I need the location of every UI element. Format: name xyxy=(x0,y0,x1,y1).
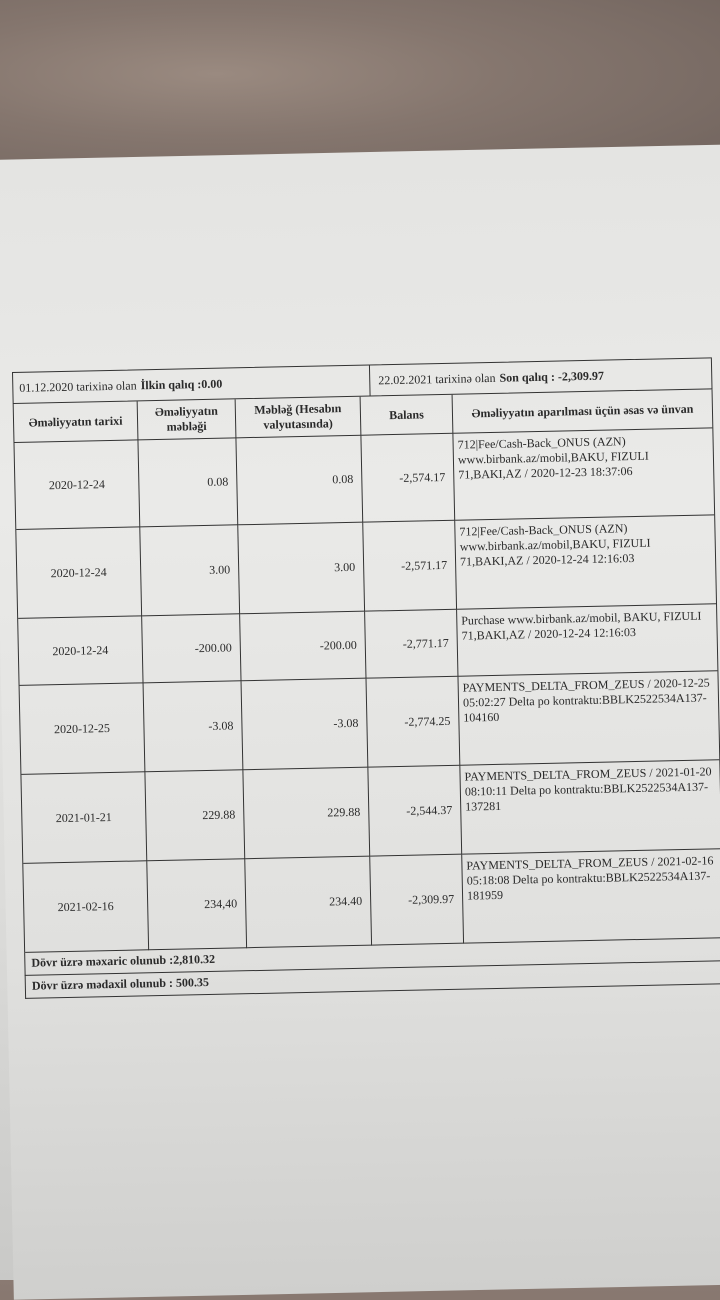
row-6-date: 2021-02-16 xyxy=(23,861,149,953)
row-4-date: 2020-12-25 xyxy=(20,683,146,775)
end-balance: Son qalıq : -2,309.97 xyxy=(499,368,605,385)
period-income: Dövr üzrə mədaxil olunub : 500.35 xyxy=(25,961,720,999)
col-header-amount: Əməliyyatın məbləği xyxy=(138,399,237,440)
row-2-amount: 3.00 xyxy=(140,525,240,616)
row-4-description: PAYMENTS_DELTA_FROM_ZEUS / 2020-12-25 05:02:27 Delta po kontraktu:BBLK2522534A137-104160 xyxy=(458,671,719,765)
start-balance: İlkin qalıq :0.00 xyxy=(140,376,223,392)
row-3-date: 2020-12-24 xyxy=(18,616,143,686)
row-2-description: 712|Fee/Cash-Back_ONUS (AZN) www.birbank.az/mobil,BAKU, FIZULI 71,BAKI,AZ / 2020-12-24 12:16:03 xyxy=(455,515,716,609)
row-5-balance: -2,544.37 xyxy=(368,766,462,857)
start-date: 01.12.2020 xyxy=(19,379,74,395)
row-3-balance: -2,771.17 xyxy=(365,610,458,679)
row-5-date: 2021-01-21 xyxy=(21,772,147,864)
row-1-balance: -2,574.17 xyxy=(361,434,455,523)
row-6-amount-account: 234.40 xyxy=(245,857,372,949)
end-date: 22.02.2021 xyxy=(378,371,433,387)
row-6-description: PAYMENTS_DELTA_FROM_ZEUS / 2021-02-16 05:18:08 Delta po kontraktu:BBLK2522534A137-181959 xyxy=(462,849,720,943)
col-header-amount-account: Məbləğ (Hesabın valyutasında) xyxy=(236,397,362,439)
row-1-description: 712|Fee/Cash-Back_ONUS (AZN) www.birbank.az/mobil,BAKU, FIZULI 71,BAKI,AZ / 2020-12-23 18:37:06 xyxy=(453,428,714,520)
row-1-date: 2020-12-24 xyxy=(14,440,140,530)
start-text: tarixinə olan xyxy=(76,377,137,394)
row-5-amount: 229.88 xyxy=(145,770,245,861)
row-2-balance: -2,571.17 xyxy=(363,521,457,612)
row-1-amount-account: 0.08 xyxy=(236,436,363,526)
row-6-balance: -2,309.97 xyxy=(370,855,464,946)
row-4-amount: -3.08 xyxy=(144,681,244,772)
transactions-grid xyxy=(13,389,720,953)
row-4-balance: -2,774.25 xyxy=(366,677,460,768)
row-3-description: Purchase www.birbank.az/mobil, BAKU, FIZULI 71,BAKI,AZ / 2020-12-24 12:16:03 xyxy=(457,604,717,676)
row-2-date: 2020-12-24 xyxy=(16,527,142,619)
row-5-amount-account: 229.88 xyxy=(243,768,370,860)
period-expense: Dövr üzrə məxaric olunub :2,810.32 xyxy=(24,938,720,976)
end-text: tarixinə olan xyxy=(435,370,496,386)
row-6-amount: 234,40 xyxy=(147,859,247,950)
row-4-amount-account: -3.08 xyxy=(242,679,369,771)
row-1-amount: 0.08 xyxy=(138,438,238,527)
col-header-date: Əməliyyatın tarixi xyxy=(14,401,139,443)
row-3-amount: -200.00 xyxy=(142,614,241,683)
statement-table xyxy=(12,357,720,999)
row-2-amount-account: 3.00 xyxy=(238,523,365,615)
col-header-balance: Balans xyxy=(361,395,454,436)
col-header-description: Əməliyyatın aparılması üçün əsas və ünvan xyxy=(453,389,713,433)
row-5-description: PAYMENTS_DELTA_FROM_ZEUS / 2021-01-20 08:10:11 Delta po kontraktu:BBLK2522534A137-137281 xyxy=(460,760,720,854)
row-3-amount-account: -200.00 xyxy=(240,612,366,682)
